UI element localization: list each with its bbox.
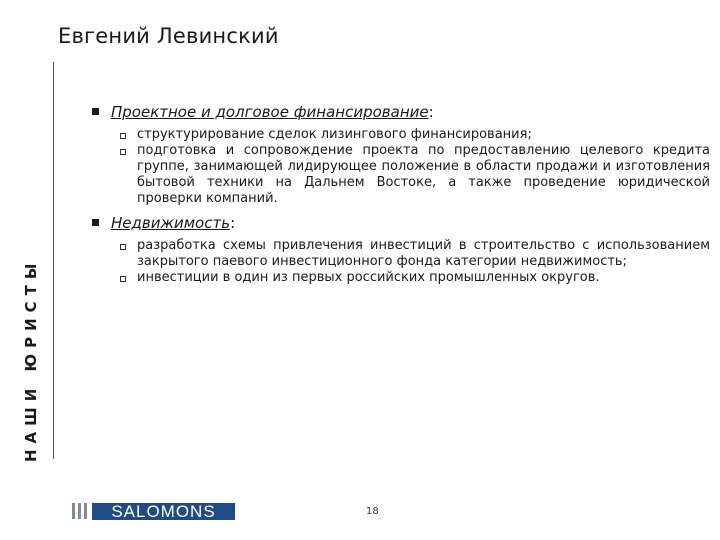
section-list bbox=[120, 238, 710, 286]
content-area bbox=[92, 102, 710, 286]
list-item: разработка схемы привлечения инвестиций в строительство с использованием закрытого паевого инвестиционного фонда категории недвижимость; bbox=[120, 238, 710, 270]
page-number: 18 bbox=[366, 506, 379, 517]
section-list bbox=[120, 127, 710, 207]
side-label: НАШИ ЮРИСТЫ bbox=[22, 257, 40, 462]
hollow-square-bullet-icon bbox=[120, 133, 126, 139]
section-heading-text: Проектное и долговое финансирование bbox=[111, 103, 429, 121]
page-title: Евгений Левинский bbox=[58, 24, 279, 48]
hollow-square-bullet-icon bbox=[120, 276, 126, 282]
vertical-divider bbox=[53, 62, 54, 459]
list-item: инвестиции в один из первых российских промышленных округов. bbox=[120, 270, 710, 286]
salomons-logo: SALOMONS bbox=[92, 503, 235, 520]
square-bullet-icon bbox=[92, 219, 99, 226]
section-heading-text: Недвижимость bbox=[111, 214, 231, 232]
list-item: подготовка и сопровождение проекта по предоставлению целевого кредита группе, занимающей лидирующее положение в области продажи и изготовления бытовой техники на Дальнем Востоке, а также проведение юридической проверки компаний. bbox=[120, 143, 710, 207]
list-item: структурирование сделок лизингового финансирования; bbox=[120, 127, 710, 143]
section-heading: Проектное и долговое финансирование: bbox=[92, 102, 710, 122]
hollow-square-bullet-icon bbox=[120, 149, 126, 155]
section-project-finance bbox=[92, 102, 710, 207]
logo-bars-icon bbox=[72, 503, 87, 519]
square-bullet-icon bbox=[92, 108, 99, 115]
hollow-square-bullet-icon bbox=[120, 244, 126, 250]
section-heading: Недвижимость: bbox=[92, 213, 710, 233]
section-real-estate bbox=[92, 213, 710, 286]
